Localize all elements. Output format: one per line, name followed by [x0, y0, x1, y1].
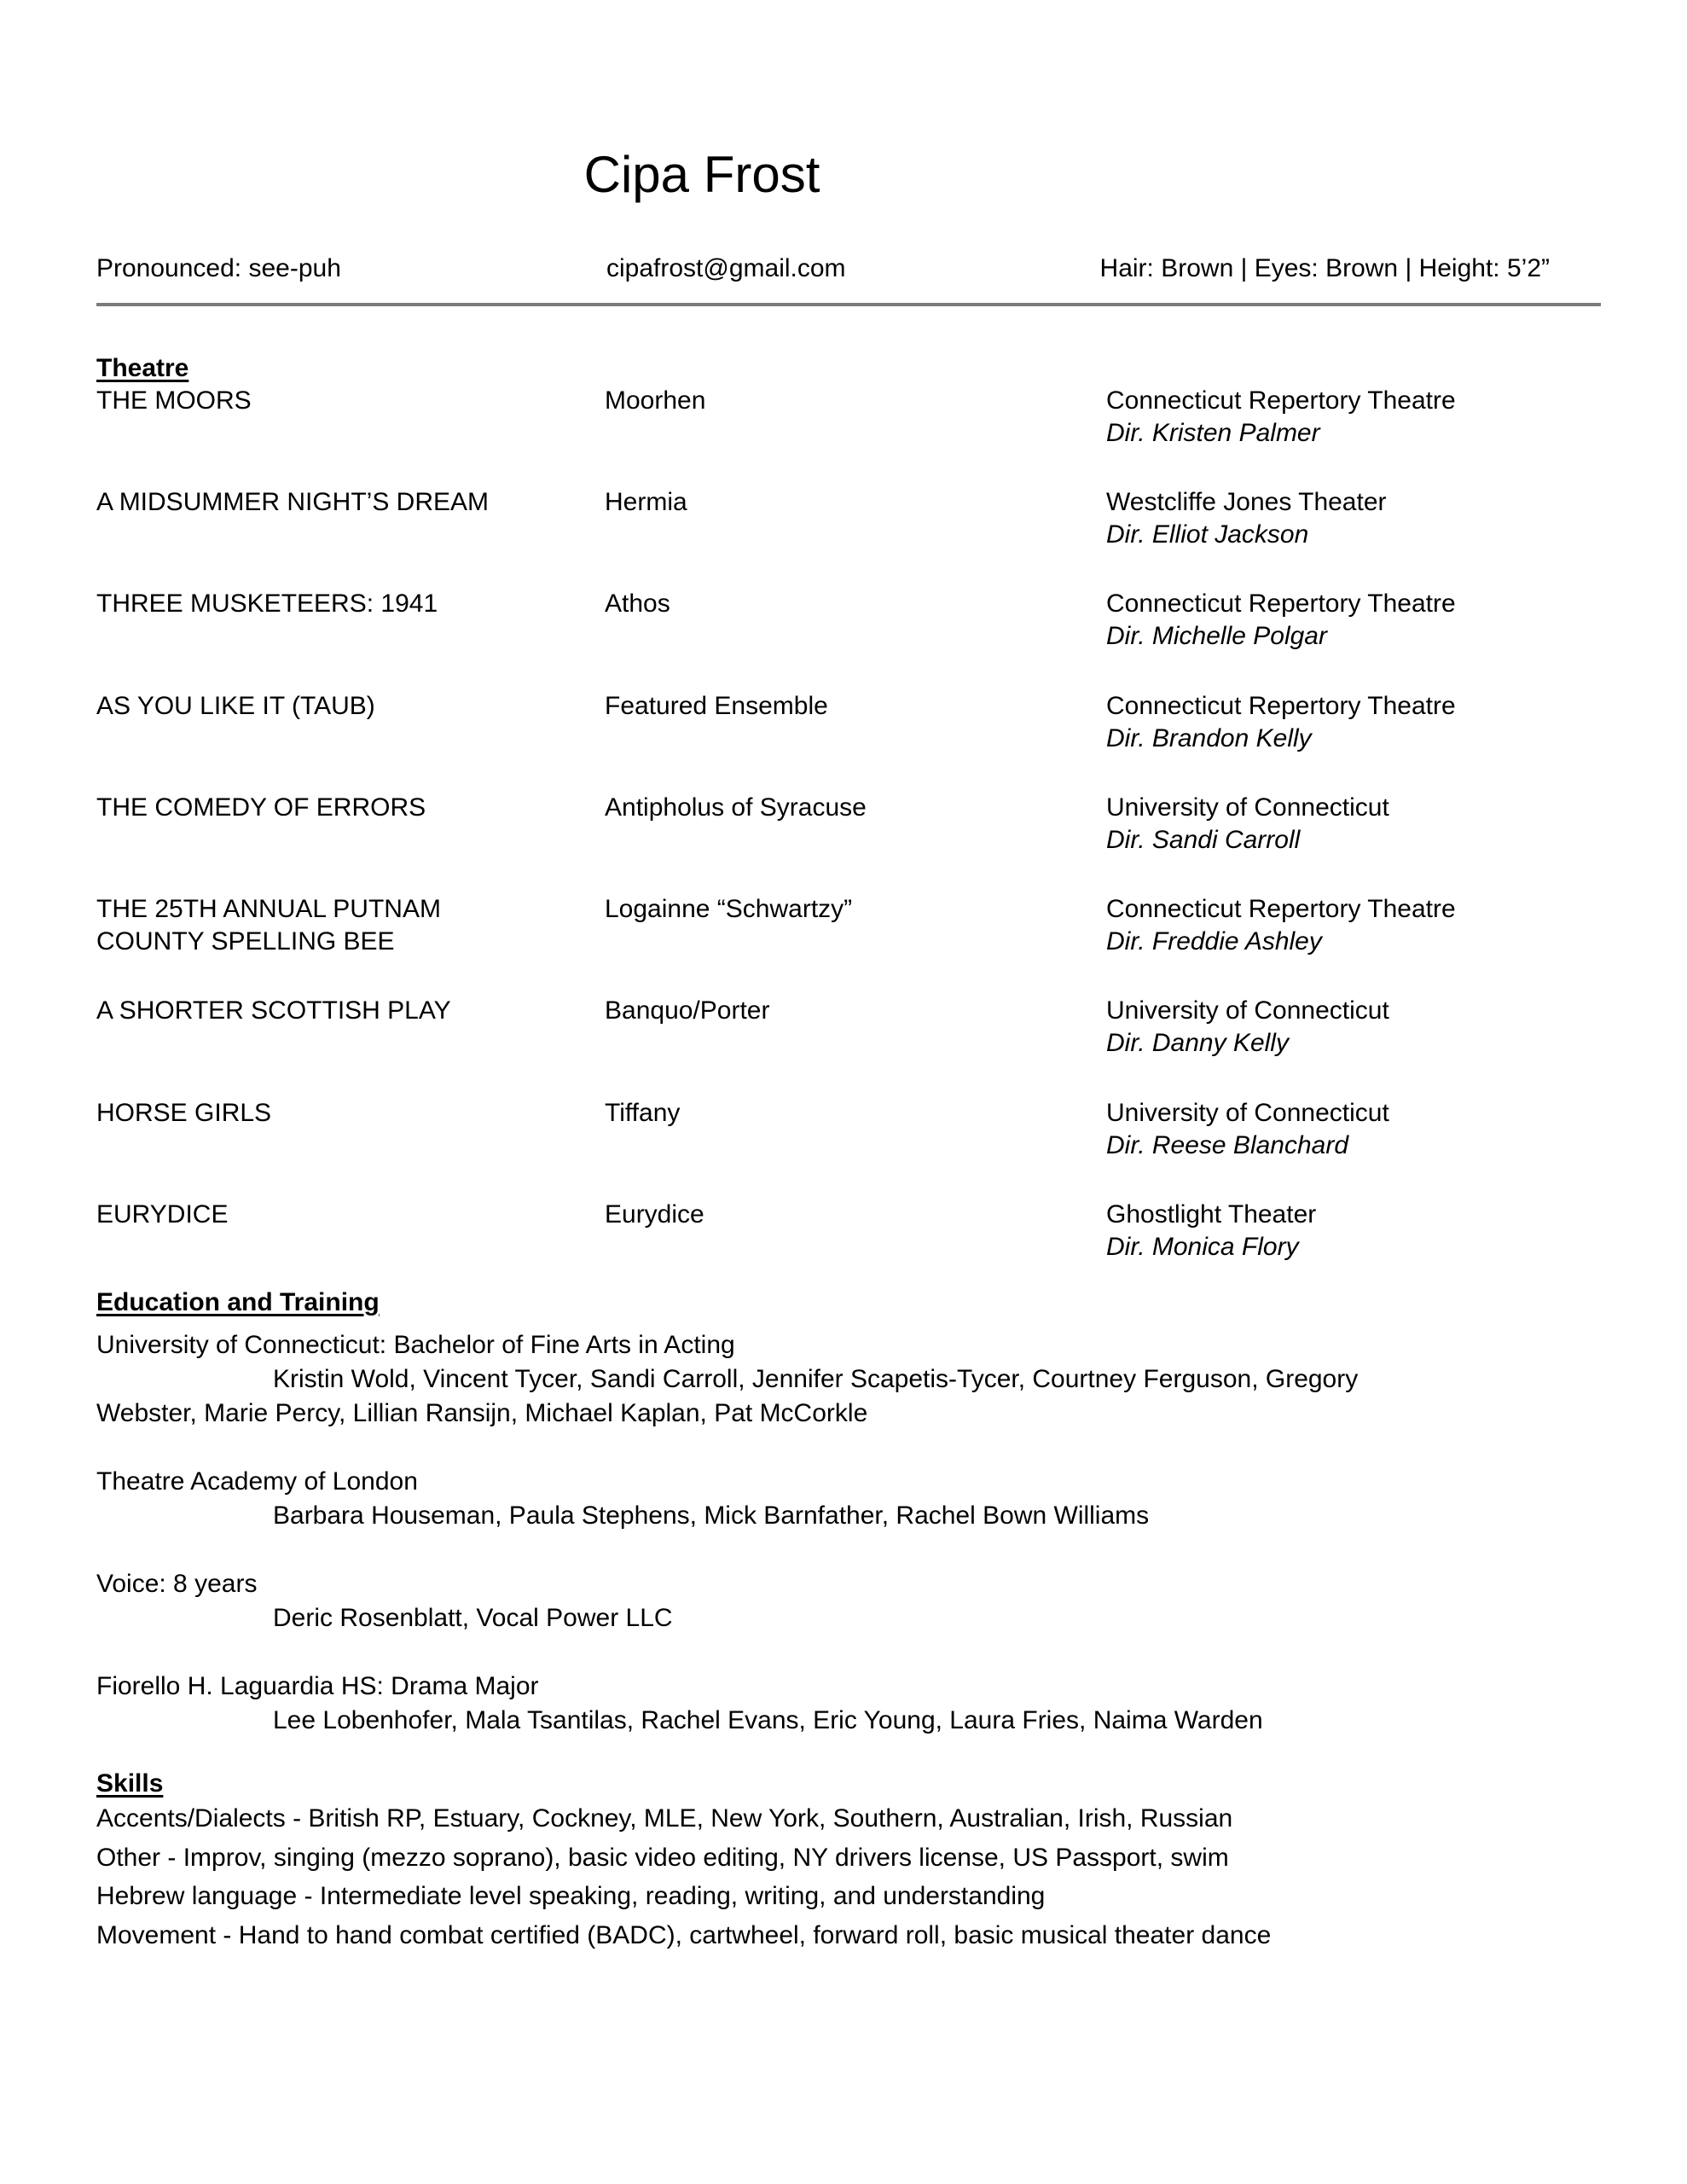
education-block [96, 1328, 1597, 1738]
play-title-line2 [96, 417, 600, 450]
pronunciation-note: Pronounced: see-puh [96, 254, 341, 282]
play-title: A MIDSUMMER NIGHT’S DREAM [96, 488, 490, 516]
venue-name: Connecticut Repertory Theatre [1106, 895, 1456, 923]
divider-rule [96, 303, 1601, 306]
skill-line: Hebrew language - Intermediate level speaking, reading, writing, and understanding [96, 1882, 1046, 1911]
role-name: Moorhen [605, 386, 706, 415]
play-title: AS YOU LIKE IT (TAUB) [96, 692, 375, 720]
play-title: THE COMEDY OF ERRORS [96, 793, 426, 822]
role-name: Featured Ensemble [605, 692, 828, 720]
education-line: Kristin Wold, Vincent Tycer, Sandi Carroll, Jennifer Scapetis-Tycer, Courtney Ferguson, Gregory [273, 1365, 1359, 1393]
venue-name: Connecticut Repertory Theatre [1106, 692, 1456, 720]
theatre-entry [96, 893, 1597, 961]
education-line: Theatre Academy of London [96, 1467, 418, 1496]
section-heading-theatre: Theatre [96, 354, 189, 382]
education-spacer [96, 1431, 1597, 1465]
play-title-line2 [96, 1130, 600, 1162]
role-name: Hermia [605, 488, 687, 516]
theatre-entry [96, 385, 1597, 453]
venue-name: Westcliffe Jones Theater [1106, 488, 1387, 516]
education-line: Barbara Houseman, Paula Stephens, Mick Barnfather, Rachel Bown Williams [273, 1502, 1150, 1530]
theatre-entry [96, 995, 1597, 1063]
director-name: Dir. Freddie Ashley [1106, 927, 1322, 956]
physical-stats: Hair: Brown | Eyes: Brown | Height: 5’2” [1099, 254, 1550, 282]
director-name: Dir. Danny Kelly [1106, 1029, 1289, 1057]
theatre-entry [96, 486, 1597, 555]
play-title: THE MOORS [96, 386, 252, 415]
play-title-line2 [96, 723, 600, 755]
skill-line: Movement - Hand to hand combat certified (BADC), cartwheel, forward roll, basic musical theater dance [96, 1921, 1272, 1950]
role-name: Eurydice [605, 1200, 704, 1228]
director-name: Dir. Sandi Carroll [1106, 826, 1301, 854]
skill-line: Other - Improv, singing (mezzo soprano), basic video editing, NY drivers license, US Passport, swim [96, 1843, 1229, 1872]
education-line: Webster, Marie Percy, Lillian Ransijn, Michael Kaplan, Pat McCorkle [96, 1399, 868, 1427]
education-line: Fiorello H. Laguardia HS: Drama Major [96, 1672, 539, 1700]
email-text: cipafrost@gmail.com [606, 254, 846, 282]
theatre-entry [96, 1199, 1597, 1267]
play-title: THREE MUSKETEERS: 1941 [96, 590, 438, 618]
play-title: A SHORTER SCOTTISH PLAY [96, 996, 451, 1025]
play-title: HORSE GIRLS [96, 1099, 272, 1127]
play-title-line2 [96, 824, 600, 857]
role-name: Banquo/Porter [605, 996, 770, 1025]
director-name: Dir. Elliot Jackson [1106, 520, 1309, 549]
play-title-line2: COUNTY SPELLING BEE [96, 927, 395, 956]
skills-block [96, 1799, 1597, 1955]
role-name: Logainne “Schwartzy” [605, 895, 853, 923]
education-spacer [96, 1533, 1597, 1567]
venue-name: Connecticut Repertory Theatre [1106, 590, 1456, 618]
play-title: EURYDICE [96, 1200, 229, 1228]
section-heading-education: Education and Training [96, 1288, 380, 1316]
role-name: Antipholus of Syracuse [605, 793, 867, 822]
director-name: Dir. Kristen Palmer [1106, 419, 1320, 447]
skill-line: Accents/Dialects - British RP, Estuary, Cockney, MLE, New York, Southern, Australian, Irish, Russian [96, 1804, 1233, 1833]
education-spacer [96, 1635, 1597, 1670]
theatre-entry [96, 792, 1597, 860]
play-title: THE 25TH ANNUAL PUTNAM [96, 895, 441, 923]
education-line: University of Connecticut: Bachelor of Fine Arts in Acting [96, 1331, 735, 1359]
director-name: Dir. Monica Flory [1106, 1233, 1299, 1261]
education-line: Lee Lobenhofer, Mala Tsantilas, Rachel Evans, Eric Young, Laura Fries, Naima Warden [273, 1706, 1263, 1734]
page-title: Cipa Frost [583, 146, 820, 203]
section-heading-skills: Skills [96, 1769, 164, 1798]
play-title-line2 [96, 1027, 600, 1060]
theatre-entry [96, 1097, 1597, 1165]
director-name: Dir. Brandon Kelly [1106, 724, 1312, 752]
theatre-entry [96, 690, 1597, 758]
director-name: Dir. Michelle Polgar [1106, 622, 1327, 650]
education-line: Deric Rosenblatt, Vocal Power LLC [273, 1604, 673, 1632]
theatre-entry [96, 588, 1597, 656]
venue-name: Connecticut Repertory Theatre [1106, 386, 1456, 415]
venue-name: Ghostlight Theater [1106, 1200, 1317, 1228]
venue-name: University of Connecticut [1106, 793, 1389, 822]
play-title-line2 [96, 519, 600, 551]
venue-name: University of Connecticut [1106, 996, 1389, 1025]
play-title-line2 [96, 620, 600, 653]
role-name: Athos [605, 590, 670, 618]
role-name: Tiffany [605, 1099, 681, 1127]
director-name: Dir. Reese Blanchard [1106, 1131, 1349, 1159]
contact-row [0, 253, 1687, 285]
education-line: Voice: 8 years [96, 1570, 258, 1598]
venue-name: University of Connecticut [1106, 1099, 1389, 1127]
play-title-line2 [96, 1231, 600, 1263]
